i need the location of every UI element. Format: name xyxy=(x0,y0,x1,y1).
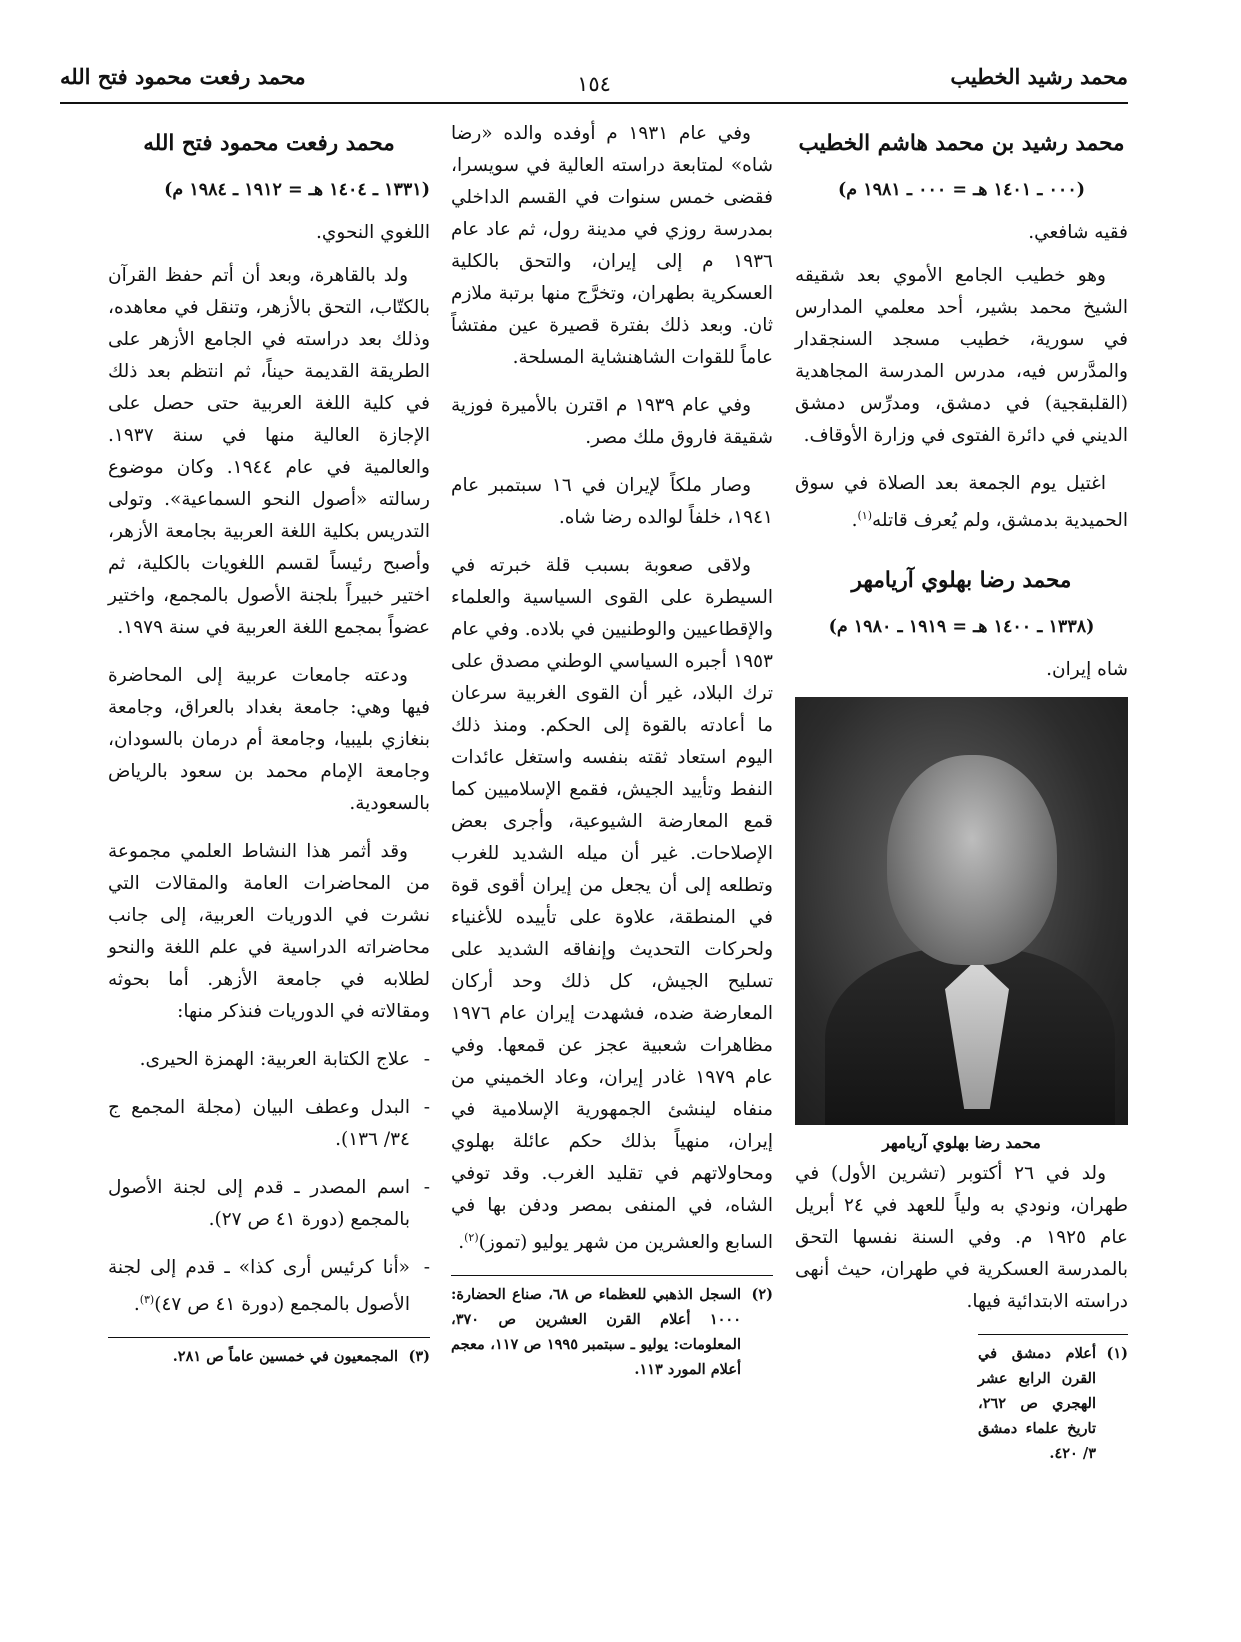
footnotes xyxy=(978,1334,1128,1466)
entry-title-khatib: محمد رشيد بن محمد هاشم الخطيب xyxy=(798,131,1125,156)
portrait-photo xyxy=(795,697,1128,1125)
footnote-text: السجل الذهبي للعظماء ص ٦٨، صناع الحضارة: ١٠٠٠ أعلام القرن العشرين ص ٣٧٠، المعلومات: يوليو ـ سبتمبر ١٩٩٥ ص ١١٧، معجم أعلام المورد ١١٣. xyxy=(451,1286,741,1379)
entry-profession-fathallah: اللغوي النحوي. xyxy=(316,222,430,243)
footnote-number: (١) xyxy=(1106,1345,1128,1363)
entry-profession-khatib: فقيه شافعي. xyxy=(1028,222,1128,243)
footnote-number: (٢) xyxy=(751,1286,773,1304)
entry-profession-pahlavi: شاه إيران. xyxy=(1046,659,1128,681)
photo-caption: محمد رضا بهلوي آريامهر xyxy=(882,1133,1041,1153)
list-item: - «أنا كرئيس أرى كذا» ـ قدم إلى لجنة الأصول بالمجمع (دورة ٤١ ص ٤٧)$^{(٣)}$. xyxy=(108,1252,430,1321)
footnote-ref: (٢) xyxy=(464,1231,479,1244)
left-column xyxy=(108,118,430,1369)
footnote xyxy=(451,1282,773,1382)
entry-title-pahlavi: محمد رضا بهلوي آريامهر xyxy=(851,568,1072,594)
list-item: - اسم المصدر ـ قدم إلى لجنة الأصول بالمجمع (دورة ٤١ ص ٢٧). xyxy=(108,1172,430,1236)
list-item: - علاج الكتابة العربية: الهمزة الحيرى. xyxy=(108,1044,430,1076)
footnotes xyxy=(108,1337,430,1369)
footnote-ref: (١) xyxy=(857,509,873,522)
list-item: - البدل وعطف البيان (مجلة المجمع ج ٣٤/ ١٣٦). xyxy=(108,1092,430,1156)
paragraph: اغتيل يوم الجمعة بعد الصلاة في سوق الحميدية بدمشق، ولم يُعرف قاتله$^{(١)}$. xyxy=(795,473,1128,532)
paragraph: وفي عام ١٩٣٩ م اقترن بالأميرة فوزية شقيقة فاروق ملك مصر. xyxy=(451,395,773,448)
paragraph: وقد أثمر هذا النشاط العلمي مجموعة من المحاضرات العامة والمقالات التي نشرت في الدوريات العربية، إلى جانب محاضراته الدراسية في علم اللغة والنحو لطلابه في جامعة الأزهر. أما بحوثه ومقالاته في الدوريات فنذكر منها: xyxy=(108,841,430,1022)
footnote-number: (٣) xyxy=(408,1348,430,1366)
header-right-title: محمد رشيد الخطيب xyxy=(950,64,1128,89)
paragraph: ولد في ٢٦ أكتوبر (تشرين الأول) في طهران، ونودي به ولياً للعهد في ٢٤ أبريل عام ١٩٢٥ م. وفي السنة نفسها التحق بالمدرسة العسكرية في طهران، حيث أنهى دراسته الابتدائية فيها. xyxy=(795,1163,1128,1313)
footnote xyxy=(108,1344,430,1369)
right-column xyxy=(795,118,1128,1466)
entry-dates-fathallah: (١٣٣١ ـ ١٤٠٤ هـ = ١٩١٢ ـ ١٩٨٤ م) xyxy=(164,180,430,200)
running-header xyxy=(60,58,1128,104)
header-left-title: محمد رفعت محمود فتح الله xyxy=(60,64,306,89)
page-number: ١٥٤ xyxy=(577,72,611,96)
paragraph: وهو خطيب الجامع الأموي بعد شقيقه الشيخ محمد بشير، أحد معلمي المدارس في سورية، خطيب مسجد السنجقدار والمدَّرس فيه، مدرس المدرسة المجاهدية (القلبقجية) في دمشق، ومدرِّس دمشق الديني في دائرة الفتوى في وزارة الأوقاف. xyxy=(795,265,1128,446)
paragraph: ولاقى صعوبة بسبب قلة خبرته في السيطرة على القوى السياسية والعلماء والإقطاعيين والوطنيين في بلاده. وفي عام ١٩٥٣ أجبره السياسي الوطني مصدق على ترك البلاد، غير أن القوى الغربية سرعان ما أعادته بالقوة إلى الحكم. ومنذ ذلك اليوم استعاد ثقته بنفسه واستغل عائدات النفط وتأييد الجيش، فقمع الإسلاميين كما قمع المعارضة الشيوعية، وأجرى بعض الإصلاحات. غير أن ميله الشديد للغرب وتطلعه إلى أن يجعل من إيران أقوى قوة في المنطقة، علاوة على تأييده للأغنياء ولحركات التحديث وإنفاقه الشديد على تسليح الجيش، كل ذلك وحد أركان المعارضة ضده، فشهدت إيران عام ١٩٧٦ مظاهرات شعبية عجز عن قمعها. وفي عام ١٩٧٩ غادر إيران، وعاد الخميني من منفاه لينشئ الجمهورية الإسلامية في إيران، منهياً بذلك حكم عائلة بهلوي ومحاولاتهم في تقليد الغرب. وقد توفي الشاه، في المنفى بمصر ودفن بها في السابع والعشرين من شهر يوليو (تموز)$^{(٢)}$. xyxy=(451,555,774,1254)
entry-dates-pahlavi: (١٣٣٨ ـ ١٤٠٠ هـ = ١٩١٩ ـ ١٩٨٠ م) xyxy=(828,617,1095,638)
publications-list xyxy=(108,1044,430,1321)
footnote-text: المجمعيون في خمسين عاماً ص ٢٨١. xyxy=(172,1348,398,1366)
paragraph: وصار ملكاً لإيران في ١٦ سبتمبر عام ١٩٤١، خلفاً لوالده رضا شاه. xyxy=(451,475,773,528)
paragraph: ودعته جامعات عربية إلى المحاضرة فيها وهي: جامعة بغداد بالعراق، وجامعة بنغازي بليبيا، وجامعة أم درمان بالسودان، وجامعة الإمام محمد بن سعود بالرياض بالسعودية. xyxy=(108,665,430,814)
footnotes xyxy=(451,1275,773,1382)
footnote xyxy=(978,1341,1128,1466)
paragraph: وفي عام ١٩٣١ م أوفده والده «رضا شاه» لمتابعة دراسته العالية في سويسرا، فقضى خمس سنوات في القسم الداخلي بمدرسة روزي في مدينة رول، ثم عاد عام ١٩٣٦ م إلى إيران، والتحق بالكلية العسكرية بطهران، وتخرَّج منها برتبة ملازم ثان. وبعد ذلك بفترة قصيرة عين مفتشاً عاماً للقوات الشاهنشاية المسلحة. xyxy=(451,123,773,368)
footnote-text: أعلام دمشق في القرن الرابع عشر الهجري ص ٢٦٢، تاريخ علماء دمشق ٣/ ٤٢٠. xyxy=(978,1345,1096,1463)
entry-title-fathallah: محمد رفعت محمود فتح الله xyxy=(143,131,395,156)
middle-column xyxy=(451,118,773,1382)
footnote-ref: (٣) xyxy=(139,1293,155,1306)
paragraph: ولد بالقاهرة، وبعد أن أتم حفظ القرآن بالكتّاب، التحق بالأزهر، وتنقل في معاهده، وذلك بعد دراسته في الجامع الأزهر على الطريقة القديمة حيناً، ثم انتظم بعد ذلك في كلية اللغة العربية حتى حصل على الإجازة العالية منها في سنة ١٩٣٧. والعالمية في عام ١٩٤٤. وكان موضوع رسالته «أصول النحو السماعية». وتولى التدريس بكلية اللغة العربية بجامعة الأزهر، وأصبح رئيساً لقسم اللغويات بالكلية، ثم اختير خبيراً بلجنة الأصول بالمجمع، واختير عضواً بمجمع اللغة العربية في سنة ١٩٧٩. xyxy=(108,265,430,638)
entry-dates-khatib: (٠٠٠ ـ ١٤٠١ هـ = ٠٠٠ ـ ١٩٨١ م) xyxy=(837,180,1086,200)
photo-head xyxy=(887,755,1057,965)
